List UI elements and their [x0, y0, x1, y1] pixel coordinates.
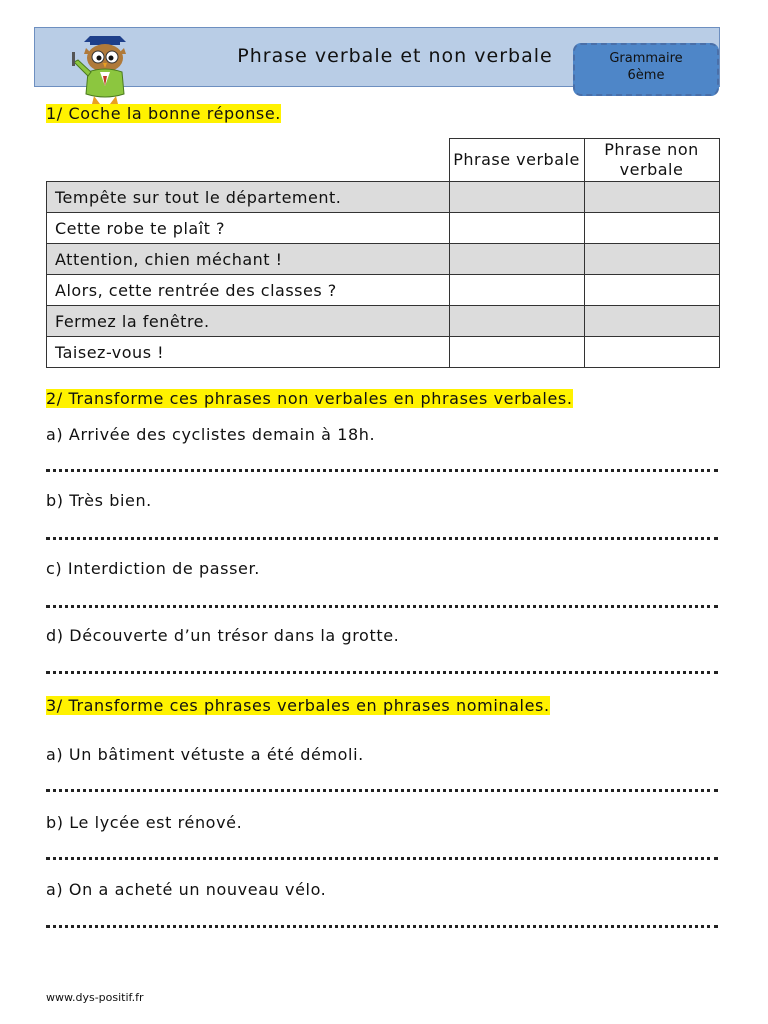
checkbox-cell-non-verbale[interactable]: [584, 275, 719, 306]
table-row: [47, 182, 720, 213]
checkbox-cell-verbale[interactable]: [449, 182, 584, 213]
answer-line[interactable]: [46, 782, 718, 792]
table-row: [47, 244, 720, 275]
sentence-cell: Taisez-vous !: [47, 337, 450, 368]
column-header-non-verbale: Phrase non verbale: [584, 139, 719, 182]
sentence-cell: Fermez la fenêtre.: [47, 306, 450, 337]
table-row: [47, 275, 720, 306]
exercise-item: b) Le lycée est rénové.: [46, 813, 243, 832]
answer-table: [46, 138, 720, 368]
exercise-item: a) Arrivée des cyclistes demain à 18h.: [46, 425, 376, 444]
answer-line[interactable]: [46, 664, 718, 674]
page-title: Phrase verbale et non verbale: [237, 45, 553, 67]
sentence-cell: Attention, chien méchant !: [47, 244, 450, 275]
table-row: [47, 213, 720, 244]
sentence-cell: Tempête sur tout le département.: [47, 182, 450, 213]
exercise-item: c) Interdiction de passer.: [46, 559, 260, 578]
checkbox-cell-non-verbale[interactable]: [584, 213, 719, 244]
checkbox-cell-verbale[interactable]: [449, 244, 584, 275]
column-header-verbale: Phrase verbale: [449, 139, 584, 182]
checkbox-cell-non-verbale[interactable]: [584, 306, 719, 337]
exercise-item: d) Découverte d’un trésor dans la grotte.: [46, 626, 400, 645]
table-corner: [47, 139, 450, 182]
section1-heading: 1/ Coche la bonne réponse.: [46, 104, 281, 123]
sentence-cell: Cette robe te plaît ?: [47, 213, 450, 244]
checkbox-cell-verbale[interactable]: [449, 337, 584, 368]
footer-website: www.dys-positif.fr: [46, 991, 144, 1004]
owl-mascot-icon: [64, 30, 146, 108]
exercise-item: a) Un bâtiment vétuste a été démoli.: [46, 745, 364, 764]
section2-heading: 2/ Transforme ces phrases non verbales en phrases verbales.: [46, 389, 573, 408]
exercise-item: a) On a acheté un nouveau vélo.: [46, 880, 327, 899]
sentence-cell: Alors, cette rentrée des classes ?: [47, 275, 450, 306]
answer-line[interactable]: [46, 530, 718, 540]
checkbox-cell-verbale[interactable]: [449, 213, 584, 244]
answer-line[interactable]: [46, 598, 718, 608]
answer-line[interactable]: [46, 462, 718, 472]
table-row: [47, 306, 720, 337]
checkbox-cell-verbale[interactable]: [449, 275, 584, 306]
table-row: [47, 337, 720, 368]
section3-heading: 3/ Transforme ces phrases verbales en phrases nominales.: [46, 696, 550, 715]
checkbox-cell-non-verbale[interactable]: [584, 244, 719, 275]
answer-line[interactable]: [46, 918, 718, 928]
checkbox-cell-non-verbale[interactable]: [584, 337, 719, 368]
badge-subject: Grammaire: [609, 51, 683, 66]
badge-level: 6ème: [627, 68, 665, 83]
grade-badge: [573, 43, 719, 96]
answer-line[interactable]: [46, 850, 718, 860]
checkbox-cell-verbale[interactable]: [449, 306, 584, 337]
exercise-item: b) Très bien.: [46, 491, 152, 510]
checkbox-cell-non-verbale[interactable]: [584, 182, 719, 213]
